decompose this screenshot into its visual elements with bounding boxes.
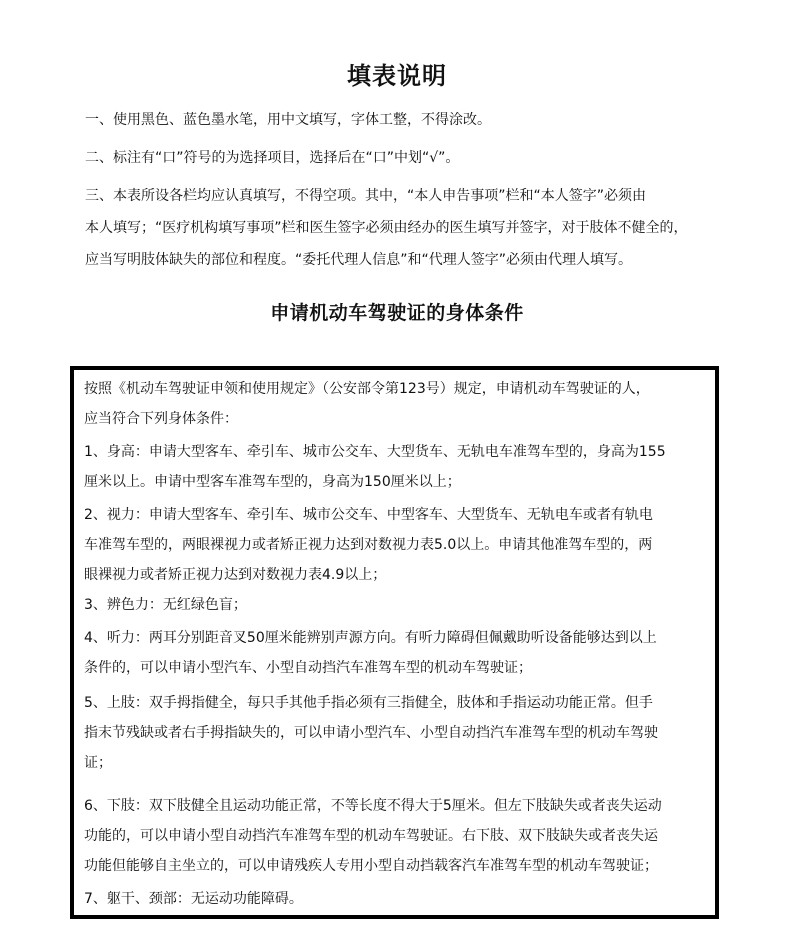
condition-height-line: 厘米以上。申请中型客车准驾车型的，身高为150厘米以上； <box>84 474 461 490</box>
condition-lower-limbs-line: 功能但能够自主坐立的，可以申请残疾人专用小型自动挡载客汽车准驾车型的机动车驾驶证； <box>84 858 658 874</box>
page-title: 填表说明 <box>347 62 447 90</box>
condition-vision-line: 车准驾车型的，两眼裸视力或者矫正视力达到对数视力表5.0以上。申请其他准驾车型的，两 <box>84 537 653 553</box>
condition-color-line: 3、辨色力：无红绿色盲； <box>84 597 247 613</box>
instruction-item-3-line: 三、本表所设各栏均应认真填写，不得空项。其中，“本人申告事项”栏和“本人签字”必须由 <box>85 188 647 204</box>
section-title: 申请机动车驾驶证的身体条件 <box>270 302 524 324</box>
instruction-item-3-line: 应当写明肢体缺失的部位和程度。“委托代理人信息”和“代理人签字”必须由代理人填写。 <box>85 252 633 268</box>
condition-height-line: 1、身高：申请大型客车、牵引车、城市公交车、大型货车、无轨电车准驾车型的，身高为155 <box>84 444 666 460</box>
conditions-intro <box>84 374 714 434</box>
condition-height <box>84 437 714 497</box>
condition-lower-limbs-line: 6、下肢：双下肢健全且运动功能正常，不等长度不得大于5厘米。但左下肢缺失或者丧失运动 <box>84 798 662 814</box>
condition-lower-limbs-line: 功能的，可以申请小型自动挡汽车准驾车型的机动车驾驶证。右下肢、双下肢缺失或者丧失运 <box>84 828 658 844</box>
condition-hearing <box>84 623 714 683</box>
condition-trunk-neck-line: 7、躯干、颈部：无运动功能障碍。 <box>84 891 303 907</box>
condition-hearing-line: 4、听力：两耳分别距音叉50厘米能辨别声源方向。有听力障碍但佩戴助听设备能够达到以上 <box>84 630 657 646</box>
condition-upper-limbs-line: 证； <box>84 755 112 771</box>
condition-upper-limbs <box>84 688 714 778</box>
condition-vision <box>84 500 714 590</box>
conditions-intro-line: 应当符合下列身体条件： <box>84 411 238 427</box>
condition-hearing-line: 条件的，可以申请小型汽车、小型自动挡汽车准驾车型的机动车驾驶证； <box>84 660 532 676</box>
instruction-item-3-line: 本人填写；“医疗机构填写事项”栏和医生签字必须由经办的医生填写并签字，对于肢体不健全的， <box>85 220 688 236</box>
conditions-text <box>84 374 714 914</box>
condition-upper-limbs-line: 5、上肢：双手拇指健全，每只手其他手指必须有三指健全，肢体和手指运动功能正常。但手 <box>84 695 653 711</box>
instruction-item-2: 二、标注有“口”符号的为选择项目，选择后在“口”中划“√”。 <box>85 150 460 166</box>
condition-vision-line: 眼裸视力或者矫正视力达到对数视力表4.9以上； <box>84 567 387 583</box>
condition-trunk-neck <box>84 884 714 914</box>
instruction-item-1: 一、使用黑色、蓝色墨水笔，用中文填写，字体工整，不得涂改。 <box>85 112 491 128</box>
condition-vision-line: 2、视力：申请大型客车、牵引车、城市公交车、中型客车、大型货车、无轨电车或者有轨电 <box>84 507 653 523</box>
conditions-intro-line: 按照《机动车驾驶证申领和使用规定》（公安部令第123号）规定，申请机动车驾驶证的人， <box>84 381 650 397</box>
condition-upper-limbs-line: 指末节残缺或者右手拇指缺失的，可以申请小型汽车、小型自动挡汽车准驾车型的机动车驾驶 <box>84 725 658 741</box>
condition-lower-limbs <box>84 791 714 881</box>
condition-color <box>84 590 714 620</box>
instruction-item-3 <box>85 180 745 276</box>
